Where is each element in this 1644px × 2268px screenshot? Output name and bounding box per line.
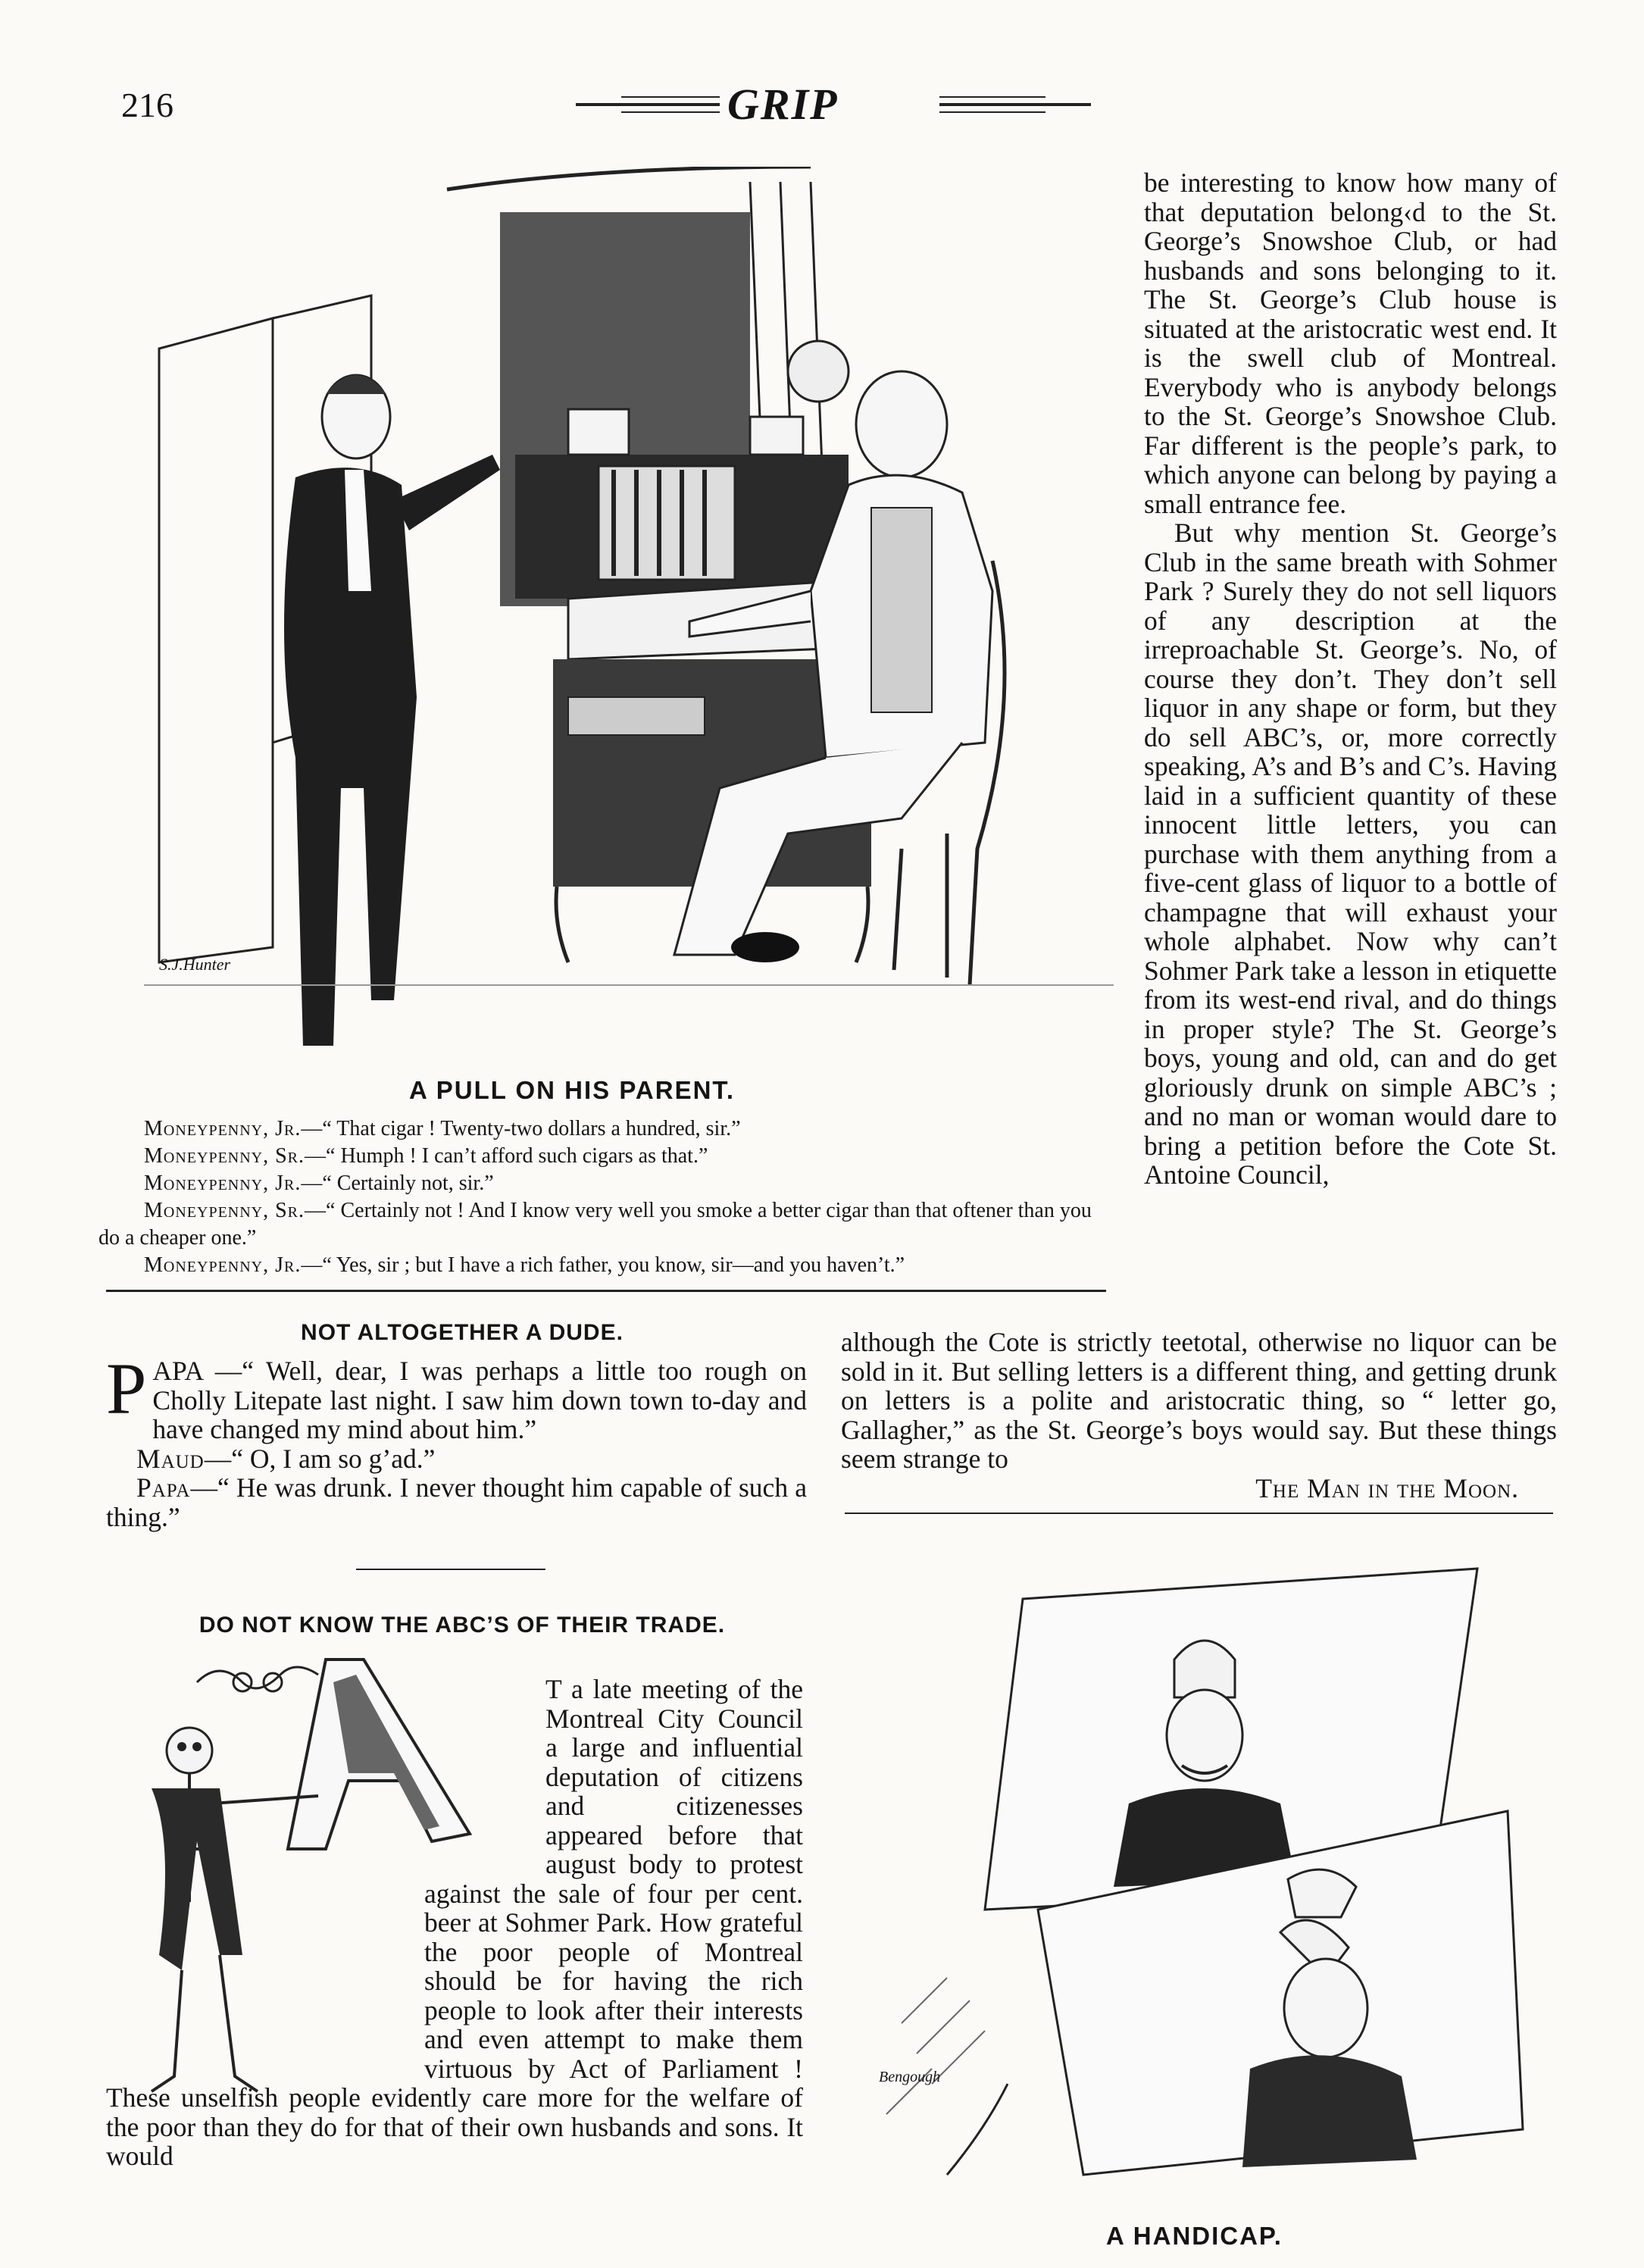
dude-article-body <box>106 1348 807 1532</box>
divider-rule <box>106 1290 1106 1292</box>
paragraph: T a late meeting of the Montreal City Council a large and influential deputation of citizens and citizenesses appeared before that august body to protest against the sale of four per cent. beer at Sohmer Park. How grateful the poor people of Montreal should be for having the rich people to look after their interests and even attempt to make them virtuous by Act of Parliament ! These unselfish people evidently care more for the welfare of the poor than they do for that of their own husbands and sons. It would <box>106 1674 803 2171</box>
paragraph: although the Cote is strictly teetotal, otherwise no liquor can be sold in it. But selling letters is a different thing, and getting drunk on letters is a polite and aristocratic thing, so “ letter go, Gallagher,” as the St. George’s boys would say. But these things seem strange to <box>841 1327 1557 1474</box>
article-heading: DO NOT KNOW THE ABC’S OF THEIR TRADE. <box>198 1613 726 1638</box>
divider-rule <box>845 1513 1553 1514</box>
cartoon-a-handicap <box>856 1553 1553 2213</box>
article-heading: NOT ALTOGETHER A DUDE. <box>301 1320 624 1345</box>
artist-signature: Bengough <box>879 2069 941 2085</box>
paragraph: be interesting to know how many of that deputation belong‹d to the St. George’s Snowshoe Club, or had husbands and sons belonging to it. The St. George’s Club house is situated at the aristocratic west end. It is the swell club of Montreal. Everybody who is anybody belongs to the St. George’s Snowshoe Club. Far different is the people’s park, to which anyone can belong by paying a small entrance fee. <box>1144 167 1557 519</box>
author-signature: The Man in the Moon. <box>1255 1472 1519 1503</box>
masthead-title: GRIP <box>727 80 839 129</box>
dialogue-line: Moneypenny, Sr.—“ Certainly not ! And I know very well you smoke a better cigar than that oftener than you do a cheaper one.” <box>98 1199 1092 1250</box>
paragraph: Papa—“ He was drunk. I never thought him capable of such a thing.” <box>106 1472 807 1532</box>
paragraph: Maud—“ O, I am so g’ad.” <box>136 1443 436 1474</box>
artist-signature: S.J.Hunter <box>159 955 231 974</box>
divider-rule <box>356 1569 545 1570</box>
right-column-continued <box>841 1328 1557 1503</box>
paragraph: But why mention St. George’s Club in the same breath with Sohmer Park ? Surely they do not sell liquors of any description at the irreproachable St. George’s. No, of course they don’t. They don’t sell liquor in any shape or form, but they do sell ABC’s, or, more correctly speaking, A’s and B’s and C’s. Having laid in a sufficient quantity of these innocent little letters, you can purchase with them anything from a five-cent glass of liquor to a bottle of champagne that will exhaust your whole alphabet. Now why can’t Sohmer Park take a lesson in etiquette from its west-end rival, and do things in proper style? The St. George’s boys, young and old, can and do get gloriously drunk on simple ABC’s ; and no man or woman would dare to bring a petition before the Cote St. Antoine Council, <box>1144 518 1557 1190</box>
dialogue-line: Moneypenny, Jr.—“ Certainly not, sir.” <box>144 1172 494 1195</box>
cartoon-caption: A PULL ON HIS PARENT. <box>409 1076 736 1104</box>
abc-article-body <box>106 1675 803 2171</box>
right-column-text <box>1144 168 1557 1190</box>
drop-cap: P <box>106 1348 147 1429</box>
caption-dialogue <box>98 1115 1114 1279</box>
paragraph: APA —“ Well, dear, I was perhaps a little too rough on Cholly Litepate last night. I saw him down town to-day and have changed my mind about him.” <box>152 1356 807 1444</box>
cartoon-pull-on-his-parent <box>144 167 1114 1061</box>
dialogue-line: Moneypenny, Jr.—“ That cigar ! Twenty-two dollars a hundred, sir.” <box>144 1117 741 1140</box>
cartoon-caption: A HANDICAP. <box>1106 2222 1283 2250</box>
page-number: 216 <box>121 86 173 124</box>
dialogue-line: Moneypenny, Sr.—“ Humph ! I can’t afford such cigars as that.” <box>144 1144 708 1168</box>
dialogue-line: Moneypenny, Jr.—“ Yes, sir ; but I have a rich father, you know, sir—and you haven’t.” <box>144 1253 905 1277</box>
